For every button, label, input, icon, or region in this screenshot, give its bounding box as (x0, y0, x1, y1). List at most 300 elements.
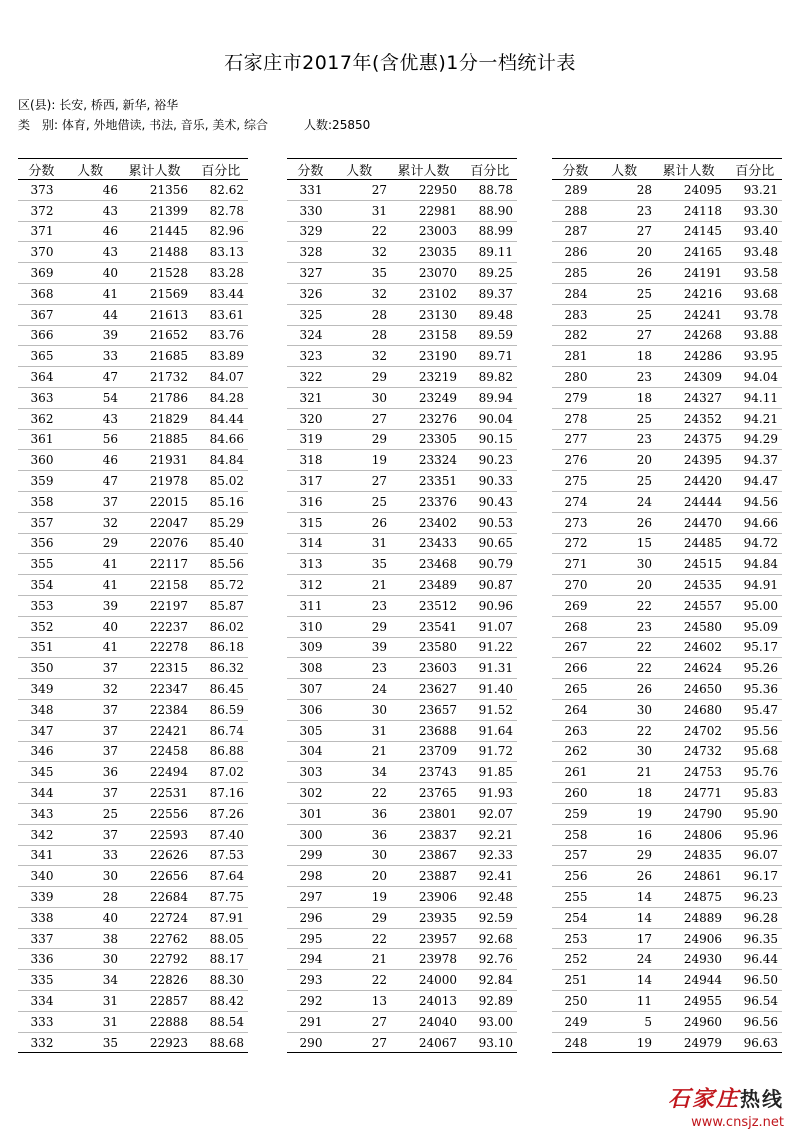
count-cell: 23 (636, 370, 652, 385)
percent-cell: 88.54 (209, 1014, 244, 1029)
cumulative-cell: 22158 (149, 578, 188, 593)
score-cell: 260 (564, 786, 588, 800)
table-row (552, 1033, 782, 1054)
count-cell: 29 (636, 848, 652, 863)
table-row (552, 970, 782, 991)
score-cell: 339 (30, 889, 54, 904)
table-row (287, 991, 517, 1012)
table-row (552, 866, 782, 887)
percent-cell: 90.23 (478, 453, 513, 468)
cumulative-cell: 23276 (418, 411, 457, 426)
percent-cell: 84.84 (209, 453, 244, 468)
cumulative-cell: 23190 (418, 349, 457, 364)
table-row (18, 970, 248, 991)
count-cell: 21 (371, 578, 387, 593)
table-row (552, 1012, 782, 1033)
score-cell: 313 (299, 557, 323, 572)
count-cell: 11 (636, 993, 652, 1008)
score-cell: 292 (299, 993, 323, 1008)
count-cell: 37 (102, 827, 118, 842)
percent-cell: 94.84 (743, 557, 778, 572)
table-row (552, 887, 782, 908)
cumulative-cell: 24145 (683, 224, 722, 239)
table-row (287, 721, 517, 742)
score-cell: 322 (299, 370, 323, 385)
score-cell: 259 (564, 806, 588, 821)
percent-cell: 87.53 (209, 848, 244, 863)
count-cell: 20 (636, 578, 652, 593)
score-cell: 277 (564, 432, 588, 447)
score-cell: 297 (299, 889, 323, 904)
percent-cell: 91.22 (478, 640, 513, 655)
header-percent: 百分比 (735, 163, 775, 179)
watermark-logo-suffix: 热线 (740, 1087, 784, 1111)
percent-cell: 96.54 (743, 993, 778, 1008)
percent-cell: 88.42 (209, 993, 244, 1008)
cumulative-cell: 23935 (418, 910, 457, 925)
count-cell: 5 (644, 1014, 652, 1029)
count-cell: 30 (636, 744, 652, 759)
percent-cell: 92.21 (478, 827, 513, 842)
cumulative-cell: 22981 (418, 203, 457, 218)
cumulative-cell: 24771 (683, 786, 722, 800)
percent-cell: 85.40 (209, 536, 244, 551)
score-cell: 349 (30, 682, 54, 697)
score-cell: 368 (30, 286, 54, 301)
table-row (287, 222, 517, 243)
count-cell: 46 (102, 224, 118, 239)
count-cell: 23 (636, 203, 652, 218)
percent-cell: 88.17 (209, 952, 244, 967)
percent-cell: 95.96 (743, 827, 778, 842)
percent-cell: 94.11 (743, 390, 778, 405)
score-cell: 282 (564, 328, 588, 343)
table-row (287, 908, 517, 929)
cumulative-cell: 24624 (683, 661, 722, 676)
cumulative-cell: 21488 (149, 245, 188, 260)
cumulative-cell: 24485 (683, 536, 722, 551)
score-cell: 337 (30, 931, 54, 946)
percent-cell: 93.48 (743, 245, 778, 260)
count-cell: 40 (102, 619, 118, 634)
table-row (552, 679, 782, 700)
score-cell: 351 (30, 640, 54, 655)
cumulative-cell: 24889 (683, 910, 722, 925)
cumulative-cell: 23906 (418, 889, 457, 904)
page-title: 石家庄市2017年(含优惠)1分一档统计表 (224, 52, 576, 74)
cumulative-cell: 22197 (149, 598, 188, 613)
percent-cell: 89.82 (478, 370, 513, 385)
count-cell: 22 (636, 640, 652, 655)
count-cell: 40 (102, 266, 118, 281)
table-row (18, 575, 248, 596)
table-row (18, 762, 248, 783)
percent-cell: 93.95 (743, 349, 778, 364)
cumulative-cell: 22015 (149, 494, 188, 509)
percent-cell: 95.00 (743, 598, 778, 613)
score-cell: 324 (299, 328, 323, 343)
count-cell: 24 (636, 952, 652, 967)
cumulative-cell: 24375 (683, 432, 722, 447)
percent-cell: 83.44 (209, 286, 244, 301)
percent-cell: 89.11 (478, 245, 513, 260)
percent-cell: 83.28 (209, 266, 244, 281)
score-cell: 285 (564, 266, 588, 281)
count-cell: 18 (636, 786, 652, 800)
cumulative-cell: 23489 (418, 578, 457, 593)
percent-cell: 87.02 (209, 765, 244, 780)
score-cell: 323 (299, 349, 323, 364)
percent-cell: 91.64 (478, 723, 513, 738)
cumulative-cell: 24960 (683, 1014, 722, 1029)
count-cell: 39 (371, 640, 387, 655)
cumulative-cell: 23512 (418, 598, 457, 613)
percent-cell: 88.05 (209, 931, 244, 946)
count-cell: 30 (371, 702, 387, 717)
cumulative-cell: 21685 (149, 349, 188, 364)
table-row (287, 430, 517, 451)
percent-cell: 85.29 (209, 515, 244, 530)
count-cell: 27 (636, 328, 652, 343)
table-row (552, 367, 782, 388)
percent-cell: 84.66 (209, 432, 244, 447)
percent-cell: 86.02 (209, 619, 244, 634)
percent-cell: 94.29 (743, 432, 778, 447)
table-row (287, 305, 517, 326)
percent-cell: 91.93 (478, 786, 513, 800)
count-cell: 14 (636, 973, 652, 988)
score-cell: 345 (30, 765, 54, 780)
count-cell: 32 (371, 286, 387, 301)
cumulative-cell: 23801 (418, 806, 457, 821)
percent-cell: 95.76 (743, 765, 778, 780)
score-cell: 319 (299, 432, 323, 447)
score-cell: 276 (564, 453, 588, 468)
table-row (18, 1012, 248, 1033)
table-row (18, 991, 248, 1012)
score-cell: 291 (299, 1014, 323, 1029)
score-cell: 274 (564, 494, 588, 509)
score-cell: 356 (30, 536, 54, 551)
score-cell: 267 (564, 640, 588, 655)
percent-cell: 92.76 (478, 952, 513, 967)
cumulative-cell: 22792 (149, 952, 188, 967)
percent-cell: 85.72 (209, 578, 244, 593)
score-cell: 311 (299, 598, 323, 613)
percent-cell: 94.47 (743, 474, 778, 489)
table-row (287, 367, 517, 388)
score-cell: 312 (299, 578, 323, 593)
cumulative-cell: 21613 (149, 307, 188, 322)
score-cell: 254 (564, 910, 588, 925)
table-row (287, 596, 517, 617)
percent-cell: 93.40 (743, 224, 778, 239)
percent-cell: 93.00 (478, 1014, 513, 1029)
cumulative-cell: 24118 (683, 203, 722, 218)
count-cell: 41 (102, 578, 118, 593)
table-row (552, 825, 782, 846)
category-text: 类 别: 体育, 外地借读, 书法, 音乐, 美术, 综合 (18, 118, 269, 132)
percent-cell: 92.89 (478, 993, 513, 1008)
count-cell: 25 (636, 474, 652, 489)
score-cell: 269 (564, 598, 588, 613)
table-row (552, 721, 782, 742)
count-cell: 16 (636, 827, 652, 842)
cumulative-cell: 21528 (149, 266, 188, 281)
cumulative-cell: 23627 (418, 682, 457, 697)
count-cell: 15 (636, 536, 652, 551)
percent-cell: 89.94 (478, 390, 513, 405)
score-cell: 289 (564, 182, 588, 197)
cumulative-cell: 24732 (683, 744, 722, 759)
score-cell: 303 (299, 765, 323, 780)
count-cell: 21 (636, 765, 652, 780)
score-cell: 355 (30, 557, 54, 572)
percent-cell: 93.10 (478, 1035, 513, 1050)
percent-cell: 94.56 (743, 494, 778, 509)
score-cell: 341 (30, 848, 54, 863)
score-cell: 290 (299, 1035, 323, 1050)
score-cell: 329 (299, 224, 323, 239)
table-row (18, 700, 248, 721)
count-cell: 30 (636, 702, 652, 717)
percent-cell: 95.90 (743, 806, 778, 821)
percent-cell: 85.16 (209, 494, 244, 509)
table-row (552, 949, 782, 970)
count-cell: 21 (371, 744, 387, 759)
score-cell: 249 (564, 1014, 588, 1029)
cumulative-cell: 22684 (149, 889, 188, 904)
table-row (287, 658, 517, 679)
cumulative-cell: 24013 (418, 993, 457, 1008)
cumulative-cell: 23158 (418, 328, 457, 343)
cumulative-cell: 23003 (418, 224, 457, 239)
cumulative-cell: 21445 (149, 224, 188, 239)
table-row (18, 409, 248, 430)
cumulative-cell: 21978 (149, 474, 188, 489)
table-row (18, 326, 248, 347)
cumulative-cell: 23130 (418, 307, 457, 322)
count-cell: 35 (371, 266, 387, 281)
percent-cell: 92.59 (478, 910, 513, 925)
cumulative-cell: 24268 (683, 328, 722, 343)
score-cell: 253 (564, 931, 588, 946)
table-row (552, 908, 782, 929)
cumulative-cell: 23541 (418, 619, 457, 634)
score-cell: 346 (30, 744, 54, 759)
cumulative-cell: 21569 (149, 286, 188, 301)
table-header (552, 158, 782, 180)
cumulative-cell: 23035 (418, 245, 457, 260)
score-cell: 300 (299, 827, 323, 842)
table-row (552, 929, 782, 950)
percent-cell: 96.50 (743, 973, 778, 988)
header-cumulative: 累计人数 (662, 163, 715, 179)
count-cell: 18 (636, 349, 652, 364)
cumulative-cell: 22347 (149, 682, 188, 697)
table-row (18, 554, 248, 575)
cumulative-cell: 22047 (149, 515, 188, 530)
score-cell: 307 (299, 682, 323, 697)
count-cell: 40 (102, 910, 118, 925)
score-cell: 330 (299, 203, 323, 218)
cumulative-cell: 23402 (418, 515, 457, 530)
percent-cell: 94.66 (743, 515, 778, 530)
cumulative-cell: 23867 (418, 848, 457, 863)
cumulative-cell: 23957 (418, 931, 457, 946)
count-cell: 27 (371, 411, 387, 426)
cumulative-cell: 24327 (683, 390, 722, 405)
percent-cell: 87.91 (209, 910, 244, 925)
percent-cell: 94.04 (743, 370, 778, 385)
score-cell: 359 (30, 474, 54, 489)
cumulative-cell: 21652 (149, 328, 188, 343)
count-cell: 23 (636, 619, 652, 634)
percent-cell: 91.07 (478, 619, 513, 634)
cumulative-cell: 24286 (683, 349, 722, 364)
cumulative-cell: 24515 (683, 557, 722, 572)
cumulative-cell: 22950 (418, 182, 457, 197)
count-cell: 37 (102, 702, 118, 717)
score-cell: 334 (30, 993, 54, 1008)
score-cell: 327 (299, 266, 323, 281)
percent-cell: 88.30 (209, 973, 244, 988)
count-cell: 27 (371, 1035, 387, 1050)
score-cell: 288 (564, 203, 588, 218)
percent-cell: 89.48 (478, 307, 513, 322)
score-cell: 294 (299, 952, 323, 967)
header-count: 人数 (611, 163, 638, 179)
count-cell: 31 (102, 993, 118, 1008)
score-cell: 283 (564, 307, 588, 322)
table-row (18, 679, 248, 700)
cumulative-cell: 23351 (418, 474, 457, 489)
header-count: 人数 (77, 163, 104, 179)
count-cell: 41 (102, 286, 118, 301)
cumulative-cell: 24790 (683, 806, 722, 821)
cumulative-cell: 24067 (418, 1035, 457, 1050)
percent-cell: 90.33 (478, 474, 513, 489)
table-row (18, 658, 248, 679)
cumulative-cell: 24702 (683, 723, 722, 738)
count-cell: 37 (102, 661, 118, 676)
table-row (552, 638, 782, 659)
table-row (18, 450, 248, 471)
table-row (552, 326, 782, 347)
percent-cell: 88.90 (478, 203, 513, 218)
score-cell: 364 (30, 370, 54, 385)
count-cell: 27 (636, 224, 652, 239)
table-row (18, 492, 248, 513)
table-row (18, 908, 248, 929)
count-cell: 47 (102, 370, 118, 385)
cumulative-cell: 24753 (683, 765, 722, 780)
count-cell: 30 (636, 557, 652, 572)
percent-cell: 87.16 (209, 786, 244, 800)
table-row (552, 180, 782, 201)
table-row (18, 1033, 248, 1054)
cumulative-cell: 23070 (418, 266, 457, 281)
score-cell: 302 (299, 786, 323, 800)
table-row (287, 929, 517, 950)
percent-cell: 95.17 (743, 640, 778, 655)
table-row (552, 430, 782, 451)
score-cell: 348 (30, 702, 54, 717)
count-cell: 25 (636, 307, 652, 322)
table-row (287, 970, 517, 991)
percent-cell: 91.52 (478, 702, 513, 717)
count-cell: 31 (371, 723, 387, 738)
score-cell: 248 (564, 1035, 588, 1050)
count-cell: 17 (636, 931, 652, 946)
count-cell: 29 (102, 536, 118, 551)
score-cell: 280 (564, 370, 588, 385)
table-row (18, 742, 248, 763)
count-cell: 41 (102, 557, 118, 572)
table-row (552, 554, 782, 575)
cumulative-cell: 22278 (149, 640, 188, 655)
percent-cell: 94.21 (743, 411, 778, 426)
percent-cell: 96.23 (743, 889, 778, 904)
count-cell: 25 (636, 411, 652, 426)
count-cell: 18 (636, 390, 652, 405)
cumulative-cell: 24040 (418, 1014, 457, 1029)
header-score: 分数 (297, 163, 324, 179)
count-cell: 54 (102, 390, 118, 405)
cumulative-cell: 24944 (683, 973, 722, 988)
score-cell: 367 (30, 307, 54, 322)
score-cell: 305 (299, 723, 323, 738)
percent-cell: 86.74 (209, 723, 244, 738)
count-cell: 46 (102, 453, 118, 468)
score-cell: 320 (299, 411, 323, 426)
cumulative-cell: 24861 (683, 869, 722, 884)
percent-cell: 87.64 (209, 869, 244, 884)
table-row (552, 263, 782, 284)
count-cell: 32 (102, 682, 118, 697)
percent-cell: 95.47 (743, 702, 778, 717)
score-cell: 373 (30, 182, 54, 197)
cumulative-cell: 22656 (149, 869, 188, 884)
count-cell: 32 (371, 349, 387, 364)
count-cell: 46 (102, 182, 118, 197)
percent-cell: 96.35 (743, 931, 778, 946)
cumulative-cell: 21885 (149, 432, 188, 447)
table-row (552, 471, 782, 492)
count-cell: 25 (636, 286, 652, 301)
table-row (18, 949, 248, 970)
header-score: 分数 (562, 163, 589, 179)
score-cell: 298 (299, 869, 323, 884)
score-cell: 278 (564, 411, 588, 426)
cumulative-cell: 23219 (418, 370, 457, 385)
percent-cell: 95.68 (743, 744, 778, 759)
table-row (287, 201, 517, 222)
table-row (552, 762, 782, 783)
percent-cell: 92.33 (478, 848, 513, 863)
score-cell: 318 (299, 453, 323, 468)
percent-cell: 84.07 (209, 370, 244, 385)
score-cell: 252 (564, 952, 588, 967)
percent-cell: 96.07 (743, 848, 778, 863)
cumulative-cell: 24875 (683, 889, 722, 904)
count-cell: 20 (636, 453, 652, 468)
percent-cell: 94.37 (743, 453, 778, 468)
percent-cell: 90.04 (478, 411, 513, 426)
count-cell: 36 (102, 765, 118, 780)
count-cell: 35 (371, 557, 387, 572)
count-cell: 14 (636, 910, 652, 925)
